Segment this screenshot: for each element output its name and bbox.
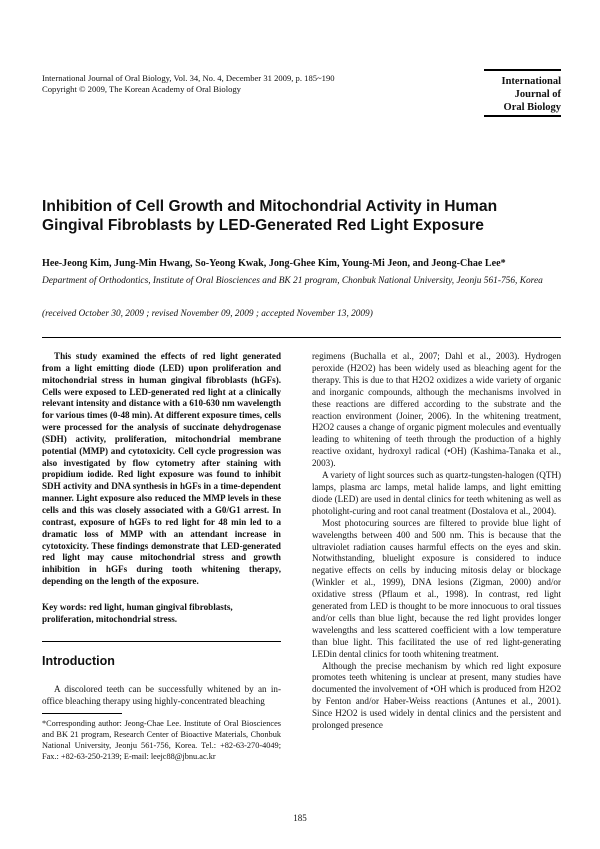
journal-citation: International Journal of Oral Biology, Vol. 34, No. 4, December 31 2009, p. 185~190 — [42, 73, 335, 83]
journal-name-line-3: Oral Biology — [503, 102, 561, 113]
received-dates: (received October 30, 2009 ; revised November 09, 2009 ; accepted November 13, 2009) — [42, 309, 373, 319]
affiliation: Department of Orthodontics, Institute of Oral Biosciences and BK 21 program, Chonbuk National University, Jeonju 561-756, Korea — [42, 276, 543, 286]
right-column — [312, 351, 561, 732]
right-paragraph-4: Although the precise mechanism by which red light exposure promotes teeth whitening is unclear at present, many studies have documented the involvement of •OH which is produced from H2O2 by Fenton and/or Haber-Weiss reactions (Antunes et al., 2001). Since H2O2 is used widely in dental clinics and the persistent and prolonged presence — [312, 660, 561, 731]
journal-name-box — [484, 69, 561, 117]
right-paragraph-2: A variety of light sources such as quartz-tungsten-halogen (QTH) lamps, plasma arc lamps, metal halide lamps, and light emitting diode (LED) are used in dental clinics for teeth whitening as well as photolight-curing and root canal treatment (Dostalova et al., 2004). — [312, 470, 561, 516]
page-number: 185 — [293, 813, 307, 823]
footnote-rule — [42, 713, 122, 714]
article-title: Inhibition of Cell Growth and Mitochondrial Activity in Human Gingival Fibroblasts by LED-Generated Red Light Exposure — [42, 198, 498, 234]
rule-abstract-bottom — [42, 641, 281, 642]
section-heading-introduction: Introduction — [42, 654, 115, 668]
introduction-body — [42, 683, 281, 707]
keywords: Key words: red light, human gingival fibroblasts, proliferation, mitochondrial stress. — [42, 602, 233, 624]
journal-name-line-2: Journal of — [514, 89, 561, 100]
journal-header — [42, 73, 335, 95]
rule-top — [42, 337, 561, 338]
right-paragraph-3: Most photocuring sources are filtered to provide blue light of wavelengths between 400 and 500 nm. This is because that the ultraviolet radiation causes harmful effects on the eyes and skin. Notwithstanding, bluelight exposure is considered to induce negative effects on cells by inducing mitosis delay or blockage (Winkler et al., 1999), DNA lesions (Zigman, 2000) and/or oxidative stress (Pflaum et al., 1998). In contrast, red light generated from LED is thought to be more innocuous to oral tissues and/or cells than blue light, because the red light provides longer wavelengths and less scattered coefficient with a low temperature than blue light. This facilitated the use of red light-generating LEDin dental clinics for tooth whitening treatment. — [312, 517, 561, 659]
journal-name-line-1: International — [501, 76, 561, 87]
copyright-line: Copyright © 2009, The Korean Academy of Oral Biology — [42, 84, 241, 94]
author-list: Hee-Jeong Kim, Jung-Min Hwang, So-Yeong Kwak, Jong-Ghee Kim, Young-Mi Jeon, and Jeong-Chae Lee* — [42, 258, 506, 269]
abstract-text: This study examined the effects of red light generated from a light emitting diode (LED) upon proliferation and mitochondrial stress in human gingival fibroblasts (hGFs). Cells were exposed to LED-generated red light at a clinically relevant intensity and distance with a 610-630 nm wavelength for various times (0-48 min). At different exposure times, cells were processed for the analysis of succinate dehydrogenase (SDH) activity, proliferation, mitochondrial membrane potential (MMP) and cytotoxicity. Cell cycle progression was also investigated by flow cytometry after staining with propidium iodide. Red light exposure was found to inhibit SDH activity and DNA synthesis in hGFs in a time-dependent manner. Light exposure also reduced the MMP levels in these cells and this was closely associated with a G0/G1 arrest. In contrast, exposure of hGFs to red light for 48 min led to a dramatic loss of MMP with an attendant increase in cytotoxicity. These findings demonstrate that LED-generated red light may cause mitochondrial stress and growth inhibition in hGFs during tooth whitening therapy, depending on the length of the exposure. — [42, 351, 281, 587]
abstract — [42, 351, 281, 588]
introduction-paragraph-1: A discolored teeth can be successfully whitened by an in-office bleaching therapy using highly-concentrated bleaching — [42, 684, 281, 706]
corresponding-author-footnote: *Corresponding author: Jeong-Chae Lee. Institute of Oral Biosciences and BK 21 program, Research Center of Bioactive Materials, Chonbuk National University, Jeonju 561-756, Korea. Tel.: +82-63-270-4049; Fax.: +82-63-250-2139; E-mail: leejc88@jbnu.ac.kr — [42, 719, 281, 761]
right-paragraph-1: regimens (Buchalla et al., 2007; Dahl et al., 2003). Hydrogen peroxide (H2O2) has been widely used as bleaching agent for the therapy. This is due to that H2O2 oxidizes a wide variety of organic and inorganic compounds, although the mechanisms involved in these reactions are differed according to the substrate and the reaction environment (Joiner, 2006). In the whitening treatment, H2O2 causes a change of organic pigment molecules and eventually leading to whitening of teeth through the production of a highly reactive oxidant, hydroxyl radical (•OH) (Kashima-Tanaka et al., 2003). — [312, 351, 561, 469]
